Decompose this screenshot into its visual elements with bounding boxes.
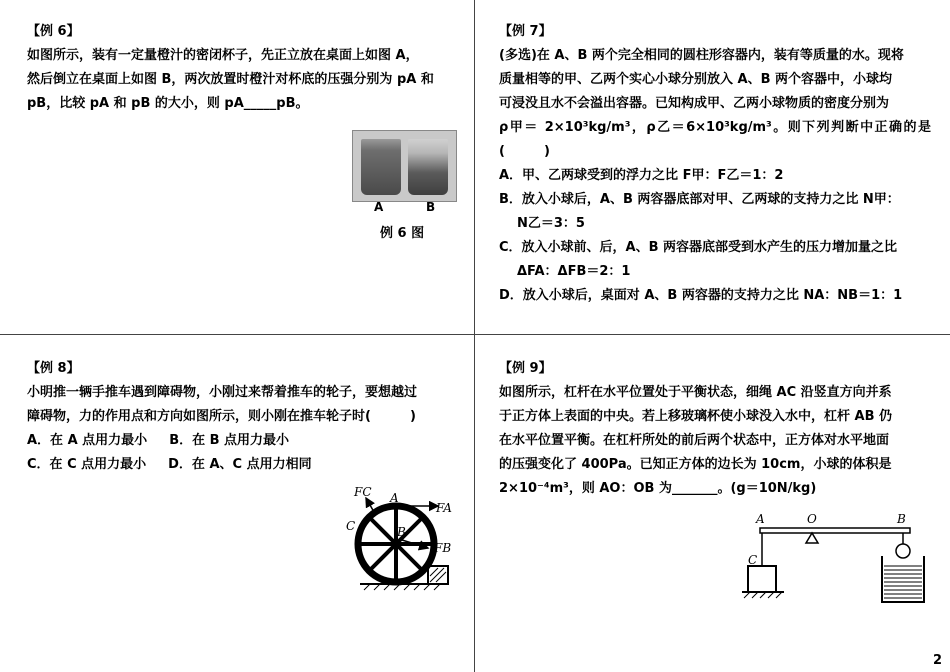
example-7-line-2: 质量相等的甲、乙两个实心小球分别放入 A、B 两个容器中，小球均 bbox=[499, 72, 893, 87]
example-6-line-2: 然后倒立在桌面上如图 B，两次放置时橙汁对杯底的压强分别为 pA 和 bbox=[27, 72, 434, 87]
example-6 bbox=[27, 20, 459, 116]
example-7 bbox=[499, 20, 931, 308]
example-6-caption: 例 6 图 bbox=[380, 226, 425, 241]
page-number: 2 bbox=[932, 653, 942, 668]
label-a: A bbox=[756, 512, 765, 526]
label-a: A bbox=[390, 491, 399, 505]
ball bbox=[896, 544, 910, 558]
example-7-line-1: (多选)在 A、B 两个完全相同的圆柱形容器内，装有等质量的水。现将 bbox=[499, 48, 904, 63]
label-fc: FC bbox=[354, 485, 372, 499]
label-c: C bbox=[346, 519, 356, 533]
example-6-title: 【例 6】 bbox=[27, 24, 80, 39]
example-6-line-3: pB，比较 pA 和 pB 的大小，则 pA_____pB。 bbox=[27, 96, 309, 111]
example-7-line-4: ρ甲＝ 2×10³kg/m³，ρ乙＝6×10³kg/m³。则下列判断中正确的是( ) bbox=[499, 120, 931, 159]
wheel-diagram bbox=[340, 482, 460, 592]
example-9-line-3: 在水平位置平衡。在杠杆所处的前后两个状态中，正方体对水平地面 bbox=[499, 433, 890, 448]
photo-label-a: A bbox=[374, 200, 384, 214]
example-7-line-3: 可浸没且水不会溢出容器。已知构成甲、乙两小球物质的密度分别为 bbox=[499, 96, 890, 111]
cube bbox=[748, 566, 776, 592]
cup-a-upright bbox=[361, 139, 401, 195]
example-8-title: 【例 8】 bbox=[27, 361, 80, 376]
example-7-option-a: A．甲、乙两球受到的浮力之比 F甲：F乙＝1：2 bbox=[499, 168, 784, 183]
cup-b-inverted bbox=[408, 139, 448, 195]
label-c: C bbox=[748, 553, 758, 567]
example-8-options-row-2 bbox=[27, 453, 459, 477]
lever-diagram bbox=[740, 510, 930, 610]
label-fa: FA bbox=[436, 501, 452, 515]
label-b: B bbox=[397, 525, 406, 539]
example-9-title: 【例 9】 bbox=[499, 361, 552, 376]
example-8-option-c: C．在 C 点用力最小 bbox=[27, 457, 147, 472]
example-7-option-d: D．放入小球后，桌面对 A、B 两容器的支持力之比 NA：NB＝1：1 bbox=[499, 288, 903, 303]
fulcrum bbox=[806, 533, 818, 543]
example-7-option-b: B．放入小球后，A、B 两容器底部对甲、乙两球的支持力之比 N甲： bbox=[499, 192, 900, 207]
wheel-spokes bbox=[361, 509, 431, 579]
label-fb: FB bbox=[434, 541, 452, 555]
example-7-option-c-cont: ΔFA：ΔFB＝2：1 bbox=[517, 264, 631, 279]
example-6-line-1: 如图所示，装有一定量橙汁的密闭杯子，先正立放在桌面上如图 A， bbox=[27, 48, 419, 63]
example-9 bbox=[499, 357, 931, 501]
example-7-option-c: C．放入小球前、后，A、B 两容器底部受到水产生的压力增加量之比 bbox=[499, 240, 898, 255]
example-7-option-b-cont: N乙＝3：5 bbox=[517, 216, 585, 231]
example-8-option-b: B．在 B 点用力最小 bbox=[169, 433, 290, 448]
example-9-line-1: 如图所示，杠杆在水平位置处于平衡状态，细绳 AC 沿竖直方向并系 bbox=[499, 385, 892, 400]
example-8-line-2: 障碍物，力的作用点和方向如图所示，则小刚在推车轮子时( ) bbox=[27, 409, 416, 424]
label-o: O bbox=[807, 512, 817, 526]
example-7-title: 【例 7】 bbox=[499, 24, 552, 39]
force-fc-arrow bbox=[366, 498, 374, 512]
photo-label-b: B bbox=[426, 200, 436, 214]
example-8 bbox=[27, 357, 459, 477]
glass bbox=[882, 556, 924, 602]
example-8-options-row-1 bbox=[27, 429, 459, 453]
example-9-line-4: 的压强变化了 400Pa。已知正方体的边长为 10cm，小球的体积是 bbox=[499, 457, 892, 472]
juice-cups-photo bbox=[352, 130, 457, 202]
horizontal-divider bbox=[0, 334, 950, 335]
vertical-divider bbox=[474, 0, 475, 672]
lever-bar bbox=[760, 528, 910, 533]
example-8-line-1: 小明推一辆手推车遇到障碍物，小刚过来帮着推车的轮子，要想越过 bbox=[27, 385, 418, 400]
example-8-option-a: A．在 A 点用力最小 bbox=[27, 433, 148, 448]
example-9-line-2: 于正方体上表面的中央。若上移玻璃杯使小球没入水中，杠杆 AB 仍 bbox=[499, 409, 893, 424]
example-8-option-d: D．在 A、C 点用力相同 bbox=[168, 457, 312, 472]
water bbox=[884, 566, 922, 598]
label-b: B bbox=[897, 512, 906, 526]
example-9-line-5: 2×10⁻⁴m³，则 AO：OB 为_______。(g＝10N/kg) bbox=[499, 481, 817, 496]
